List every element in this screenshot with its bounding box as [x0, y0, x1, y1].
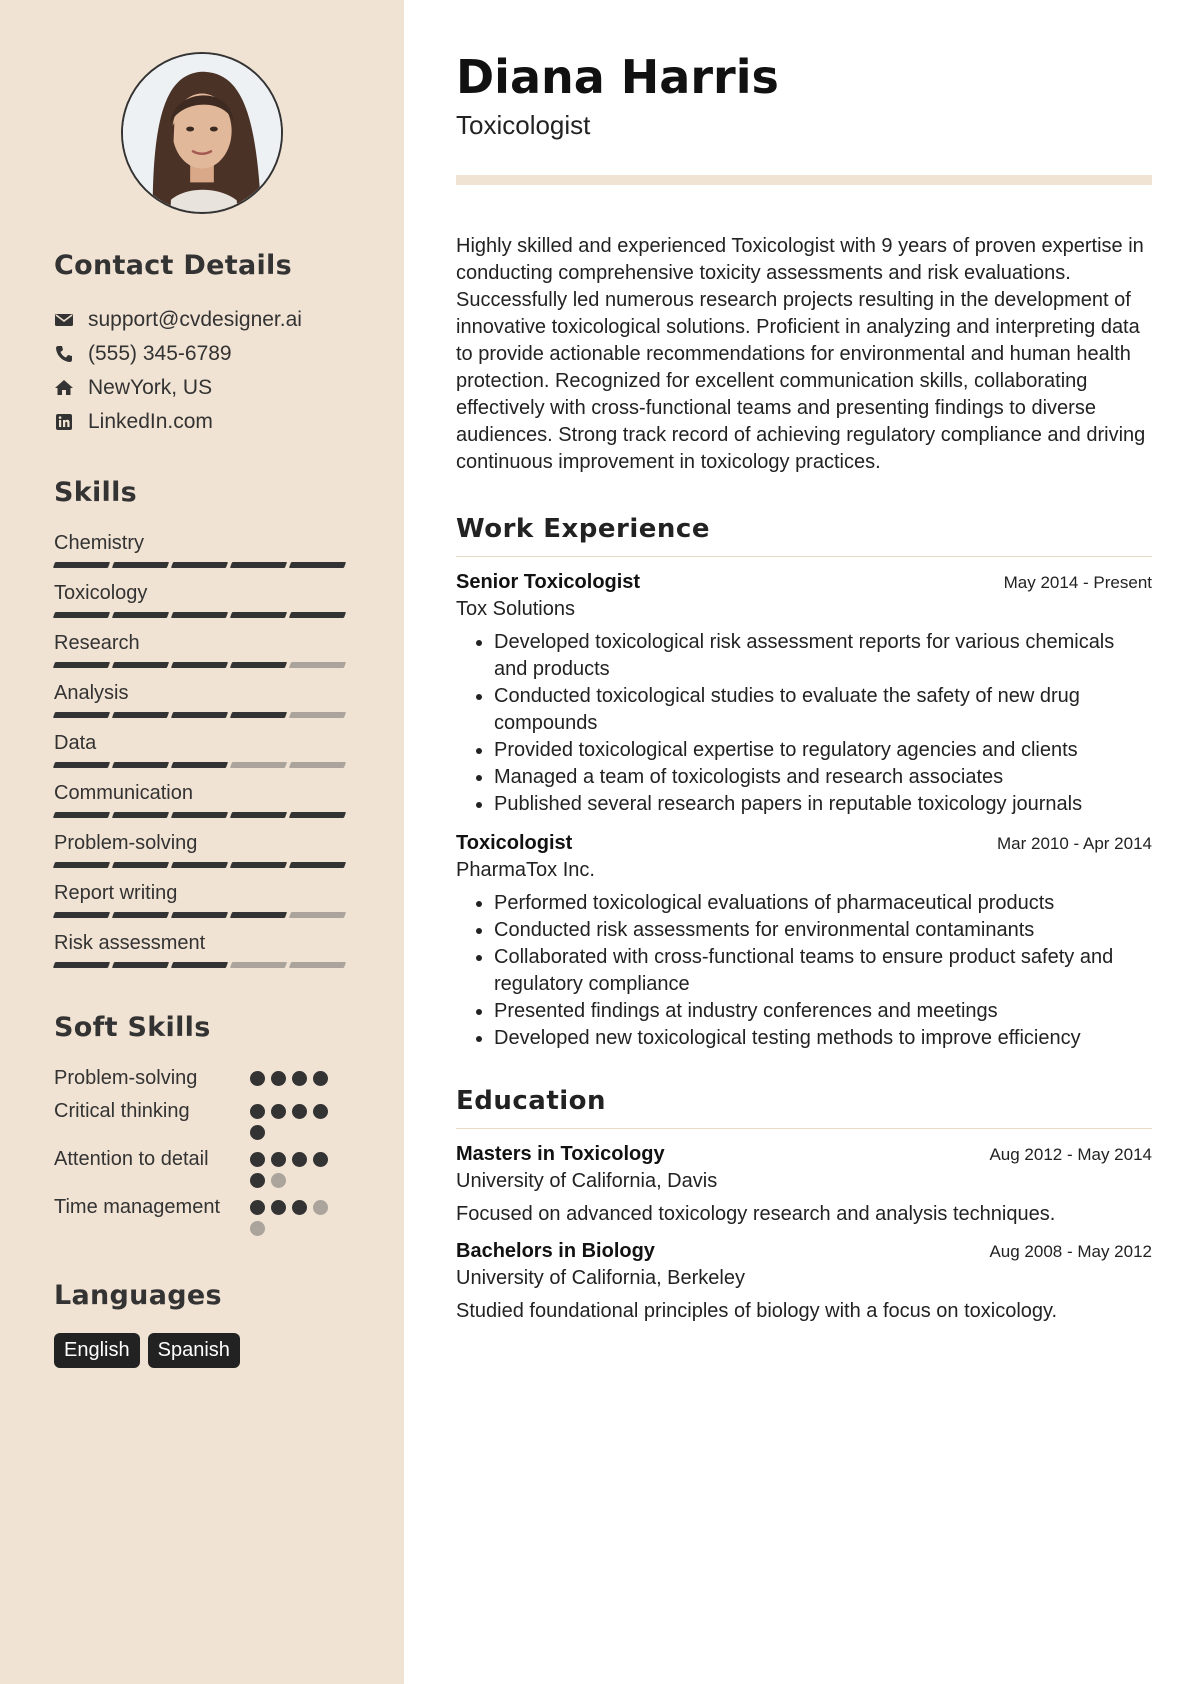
- skill-level-segment: [112, 862, 169, 868]
- skill-name: Problem-solving: [54, 832, 198, 854]
- soft-skill-item: [54, 1098, 350, 1140]
- soft-skill-dot: [292, 1200, 307, 1215]
- soft-skill-name: Problem-solving: [54, 1067, 198, 1089]
- skill-level-segment: [171, 612, 228, 618]
- soft-skill-dots: [250, 1194, 340, 1236]
- skill-level-segment: [53, 912, 110, 918]
- skill-level-segment: [289, 612, 346, 618]
- skill-level-segment: [171, 762, 228, 768]
- skill-level-segment: [171, 812, 228, 818]
- skill-level-bars: [54, 762, 350, 768]
- job-company: Tox Solutions: [456, 598, 575, 620]
- job-bullet: • Presented findings at industry conferences and meetings: [494, 998, 1152, 1025]
- soft-skill-name: Critical thinking: [54, 1100, 190, 1122]
- skill-name: Data: [54, 732, 97, 754]
- education-date: Aug 2008 - May 2012: [989, 1242, 1152, 1261]
- contact-heading: Contact Details: [54, 250, 292, 281]
- contact-location-text: NewYork, US: [88, 376, 213, 399]
- job-bullet: • Provided toxicological expertise to regulatory agencies and clients: [494, 737, 1152, 764]
- soft-skill-dots: [250, 1098, 340, 1140]
- job-bullet: • Conducted toxicological studies to evaluate the safety of new drug compounds: [494, 683, 1152, 737]
- skill-level-bars: [54, 712, 350, 718]
- contact-phone[interactable]: [54, 337, 350, 371]
- skill-item: [54, 830, 350, 868]
- skill-level-segment: [289, 862, 346, 868]
- skill-level-bars: [54, 862, 350, 868]
- soft-skill-name: Attention to detail: [54, 1148, 209, 1170]
- job-bullets: [456, 890, 1152, 1052]
- phone-icon: [54, 344, 74, 364]
- language-tag: Spanish: [148, 1333, 240, 1368]
- skill-level-segment: [112, 762, 169, 768]
- education-description: Focused on advanced toxicology research and analysis techniques.: [456, 1203, 1056, 1225]
- soft-skill-dot: [313, 1071, 328, 1086]
- job-header: [456, 571, 1152, 594]
- job-title: Senior Toxicologist: [456, 571, 641, 593]
- education-entry: [456, 1240, 1152, 1323]
- job-date: May 2014 - Present: [1003, 573, 1152, 592]
- soft-skill-dot: [271, 1173, 286, 1188]
- contact-linkedin-text: LinkedIn.com: [88, 410, 213, 433]
- skill-level-segment: [112, 612, 169, 618]
- contact-email[interactable]: [54, 303, 350, 337]
- education-degree: Bachelors in Biology: [456, 1240, 655, 1262]
- skill-level-segment: [230, 562, 287, 568]
- skill-level-segment: [289, 562, 346, 568]
- contact-phone-text: (555) 345-6789: [88, 342, 232, 365]
- skill-name: Risk assessment: [54, 932, 206, 954]
- soft-skills-heading: Soft Skills: [54, 1012, 211, 1043]
- soft-skills-list: [54, 1065, 350, 1236]
- skill-level-bars: [54, 612, 350, 618]
- soft-skill-dots: [250, 1146, 340, 1188]
- education-header: [456, 1143, 1152, 1166]
- contact-linkedin[interactable]: [54, 405, 350, 439]
- soft-skill-dot: [271, 1200, 286, 1215]
- skill-level-segment: [112, 562, 169, 568]
- soft-skill-dot: [313, 1104, 328, 1119]
- job-date: Mar 2010 - Apr 2014: [997, 834, 1152, 853]
- skill-level-segment: [289, 662, 346, 668]
- soft-skill-dot: [250, 1152, 265, 1167]
- skill-level-segment: [53, 762, 110, 768]
- envelope-icon: [54, 310, 74, 330]
- skill-name: Report writing: [54, 882, 178, 904]
- soft-skill-dots: [250, 1065, 340, 1086]
- linkedin-icon: [54, 412, 74, 432]
- job-entry: [456, 571, 1152, 818]
- skill-level-segment: [230, 962, 287, 968]
- job-bullet: • Managed a team of toxicologists and research associates: [494, 764, 1152, 791]
- soft-skill-dot: [250, 1104, 265, 1119]
- job-bullet: • Performed toxicological evaluations of pharmaceutical products: [494, 890, 1152, 917]
- skill-item: [54, 730, 350, 768]
- header-divider: [456, 175, 1152, 185]
- soft-skill-item: [54, 1194, 350, 1236]
- language-tags: [54, 1333, 350, 1368]
- job-bullet: • Collaborated with cross-functional teams to ensure product safety and regulatory compliance: [494, 944, 1152, 998]
- skill-level-segment: [53, 562, 110, 568]
- job-bullet: • Conducted risk assessments for environmental contaminants: [494, 917, 1152, 944]
- soft-skill-dot: [250, 1173, 265, 1188]
- job-bullet: • Developed toxicological risk assessment reports for various chemicals and products: [494, 629, 1152, 683]
- skill-level-segment: [53, 712, 110, 718]
- work-heading: Work Experience: [456, 514, 1152, 557]
- skill-level-segment: [112, 812, 169, 818]
- education-date: Aug 2012 - May 2014: [989, 1145, 1152, 1164]
- education-header: [456, 1240, 1152, 1263]
- skill-level-segment: [171, 662, 228, 668]
- skill-item: [54, 630, 350, 668]
- skill-level-segment: [112, 712, 169, 718]
- skill-level-segment: [171, 912, 228, 918]
- soft-skill-dot: [250, 1071, 265, 1086]
- skill-item: [54, 580, 350, 618]
- job-bullet: • Developed new toxicological testing methods to improve efficiency: [494, 1025, 1152, 1052]
- job-title: Toxicologist: [456, 832, 573, 854]
- skills-heading: Skills: [54, 477, 138, 508]
- work-experience-section: [456, 514, 1152, 1052]
- skill-level-segment: [112, 912, 169, 918]
- soft-skill-dot: [292, 1071, 307, 1086]
- skill-level-segment: [230, 912, 287, 918]
- skill-item: [54, 530, 350, 568]
- education-description: Studied foundational principles of biology with a focus on toxicology.: [456, 1300, 1058, 1322]
- skill-level-bars: [54, 812, 350, 818]
- soft-skill-dot: [292, 1104, 307, 1119]
- skill-level-segment: [230, 862, 287, 868]
- skill-level-segment: [289, 762, 346, 768]
- contact-email-text: support@cvdesigner.ai: [88, 308, 302, 331]
- skill-item: [54, 880, 350, 918]
- jobs-list: [456, 571, 1152, 1052]
- languages-heading: Languages: [54, 1280, 222, 1311]
- skill-level-segment: [171, 562, 228, 568]
- soft-skill-item: [54, 1146, 350, 1188]
- soft-skill-dot: [250, 1125, 265, 1140]
- skill-item: [54, 680, 350, 718]
- skill-level-segment: [230, 662, 287, 668]
- education-list: [456, 1143, 1152, 1323]
- skill-level-segment: [289, 812, 346, 818]
- contact-location: [54, 371, 350, 405]
- soft-skill-dot: [313, 1152, 328, 1167]
- education-entry: [456, 1143, 1152, 1226]
- soft-skill-dot: [292, 1152, 307, 1167]
- skill-level-segment: [171, 862, 228, 868]
- education-school: University of California, Berkeley: [456, 1267, 745, 1289]
- education-heading: Education: [456, 1086, 1152, 1129]
- skill-item: [54, 780, 350, 818]
- language-tag: English: [54, 1333, 140, 1368]
- person-role: Toxicologist: [456, 110, 591, 140]
- skill-name: Research: [54, 632, 140, 654]
- job-company: PharmaTox Inc.: [456, 859, 595, 881]
- skill-level-bars: [54, 962, 350, 968]
- soft-skill-dot: [271, 1071, 286, 1086]
- soft-skill-name: Time management: [54, 1196, 220, 1218]
- skill-level-segment: [53, 812, 110, 818]
- skill-name: Toxicology: [54, 582, 148, 604]
- skill-name: Analysis: [54, 682, 129, 704]
- skill-name: Chemistry: [54, 532, 145, 554]
- education-degree: Masters in Toxicology: [456, 1143, 665, 1165]
- soft-skill-item: [54, 1065, 350, 1092]
- job-header: [456, 832, 1152, 855]
- skill-level-segment: [289, 962, 346, 968]
- skill-level-segment: [53, 962, 110, 968]
- skill-level-bars: [54, 662, 350, 668]
- skill-level-segment: [112, 662, 169, 668]
- summary-text: Highly skilled and experienced Toxicologist with 9 years of proven expertise in conducting comprehensive toxicity assessments and risk evaluations. Successfully led numerous research projects resulting in the development of innovative toxicological solutions. Proficient in analyzing and interpreting data to provide actionable recommendations for environmental and human health protection. Recognized for excellent communication skills, collaborating effectively with cross-functional teams and presenting findings to diverse audiences. Strong track record of achieving regulatory compliance and driving continuous improvement in toxicology practices.: [456, 235, 1146, 473]
- skill-name: Communication: [54, 782, 193, 804]
- soft-skill-dot: [250, 1221, 265, 1236]
- profile-photo: [121, 52, 283, 214]
- job-bullets: [456, 629, 1152, 818]
- soft-skill-dot: [250, 1200, 265, 1215]
- soft-skill-dot: [271, 1152, 286, 1167]
- skill-level-segment: [230, 612, 287, 618]
- portrait-illustration: [123, 54, 281, 212]
- skill-level-segment: [230, 762, 287, 768]
- skill-level-segment: [53, 862, 110, 868]
- skill-level-segment: [171, 712, 228, 718]
- contact-list: [54, 303, 350, 439]
- skill-level-segment: [112, 962, 169, 968]
- main-content: [404, 0, 1200, 1684]
- skill-level-bars: [54, 912, 350, 918]
- job-bullet: • Published several research papers in reputable toxicology journals: [494, 791, 1152, 818]
- skill-item: [54, 930, 350, 968]
- soft-skill-dot: [271, 1104, 286, 1119]
- skill-level-segment: [230, 812, 287, 818]
- skill-level-segment: [230, 712, 287, 718]
- job-entry: [456, 832, 1152, 1052]
- skill-level-segment: [289, 912, 346, 918]
- soft-skill-dot: [313, 1200, 328, 1215]
- skill-level-segment: [53, 662, 110, 668]
- sidebar: [0, 0, 404, 1684]
- home-icon: [54, 378, 74, 398]
- education-section: [456, 1086, 1152, 1323]
- skills-list: [54, 530, 350, 968]
- person-name: Diana Harris: [456, 50, 779, 104]
- skill-level-segment: [171, 962, 228, 968]
- education-school: University of California, Davis: [456, 1170, 718, 1192]
- skill-level-bars: [54, 562, 350, 568]
- skill-level-segment: [53, 612, 110, 618]
- skill-level-segment: [289, 712, 346, 718]
